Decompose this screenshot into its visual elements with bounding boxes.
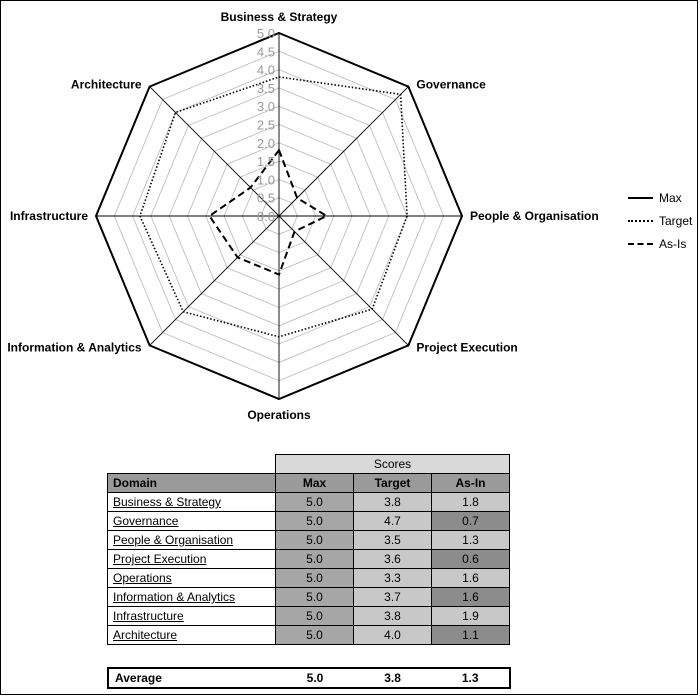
- table-row: [108, 531, 510, 550]
- legend-label-asis: As-Is: [659, 236, 687, 251]
- table-body: [108, 493, 510, 645]
- row-max: 5.0: [276, 512, 354, 531]
- legend-item-max: [628, 186, 692, 209]
- row-target: 4.0: [354, 626, 432, 645]
- row-domain[interactable]: Infrastructure: [108, 607, 276, 626]
- axis-label: Architecture: [70, 77, 142, 92]
- axis-spoke: [279, 87, 408, 216]
- row-target: 4.7: [354, 512, 432, 531]
- row-asin: 1.6: [432, 569, 510, 588]
- tick-label: 5.0: [256, 26, 275, 41]
- row-domain[interactable]: Governance: [108, 512, 276, 531]
- legend-label-max: Max: [659, 190, 682, 205]
- row-target: 3.5: [354, 531, 432, 550]
- row-max: 5.0: [276, 569, 354, 588]
- col-header-max: Max: [276, 474, 354, 493]
- row-domain[interactable]: People & Organisation: [108, 531, 276, 550]
- table-row: [108, 493, 510, 512]
- row-max: 5.0: [276, 626, 354, 645]
- axis-label: Business & Strategy: [220, 10, 338, 24]
- axis-label: Information & Analytics: [7, 340, 142, 355]
- table-row: [108, 569, 510, 588]
- average-target: 3.8: [384, 671, 401, 685]
- legend: [628, 186, 692, 255]
- axis-spoke: [279, 216, 408, 345]
- row-domain[interactable]: Project Execution: [108, 550, 276, 569]
- row-max: 5.0: [276, 550, 354, 569]
- table-blank-cell: [108, 455, 276, 474]
- row-target: 3.3: [354, 569, 432, 588]
- row-max: 5.0: [276, 493, 354, 512]
- legend-label-target: Target: [659, 213, 693, 228]
- average-max: 5.0: [306, 671, 324, 685]
- col-header-target: Target: [354, 474, 432, 493]
- table-header-row: [108, 474, 510, 493]
- axis-label: People & Organisation: [470, 209, 599, 223]
- tick-label: 2.5: [256, 117, 275, 133]
- scores-table: [107, 454, 510, 645]
- axis-label: Operations: [247, 408, 311, 422]
- table-row: [108, 607, 510, 626]
- tick-label: 0.0: [256, 209, 275, 224]
- row-asin: 1.8: [432, 493, 510, 512]
- row-domain[interactable]: Architecture: [108, 626, 276, 645]
- table-group-header: Scores: [276, 455, 510, 474]
- col-header-domain: Domain: [108, 474, 276, 493]
- row-asin: 0.6: [432, 550, 510, 569]
- row-domain[interactable]: Operations: [108, 569, 276, 588]
- tick-label: 4.5: [256, 44, 275, 60]
- row-asin: 1.6: [432, 588, 510, 607]
- row-target: 3.7: [354, 588, 432, 607]
- row-max: 5.0: [276, 607, 354, 626]
- row-asin: 0.7: [432, 512, 510, 531]
- tick-label: 1.0: [256, 172, 275, 188]
- row-asin: 1.9: [432, 607, 510, 626]
- row-target: 3.6: [354, 550, 432, 569]
- row-target: 3.8: [354, 607, 432, 626]
- axis-label: Infrastructure: [9, 209, 88, 223]
- row-asin: 1.3: [432, 531, 510, 550]
- legend-swatch-target: [628, 220, 653, 222]
- tick-label: 2.0: [256, 135, 275, 151]
- row-max: 5.0: [276, 588, 354, 607]
- tick-label: 3.0: [256, 99, 275, 115]
- row-domain[interactable]: Business & Strategy: [108, 493, 276, 512]
- axis-label: Project Execution: [416, 340, 518, 355]
- legend-item-asis: [628, 232, 692, 255]
- row-domain[interactable]: Information & Analytics: [108, 588, 276, 607]
- tick-label: 0.5: [256, 190, 275, 206]
- axis-label: Governance: [416, 77, 486, 92]
- legend-item-target: [628, 209, 692, 232]
- table-row: [108, 512, 510, 531]
- tick-label: 3.5: [256, 80, 275, 96]
- average-asin: 1.3: [461, 671, 479, 685]
- table-row: [108, 626, 510, 645]
- row-asin: 1.1: [432, 626, 510, 645]
- legend-swatch-max: [628, 197, 653, 199]
- table-group-header-row: [108, 455, 510, 474]
- tick-label: 1.5: [256, 154, 275, 170]
- row-target: 3.8: [354, 493, 432, 512]
- row-max: 5.0: [276, 531, 354, 550]
- average-row: [107, 667, 511, 689]
- legend-swatch-asis: [628, 243, 653, 245]
- tick-label: 4.0: [256, 62, 275, 78]
- table-row: [108, 588, 510, 607]
- col-header-asin: As-In: [432, 474, 510, 493]
- table-row: [108, 550, 510, 569]
- average-label: Average: [115, 671, 162, 685]
